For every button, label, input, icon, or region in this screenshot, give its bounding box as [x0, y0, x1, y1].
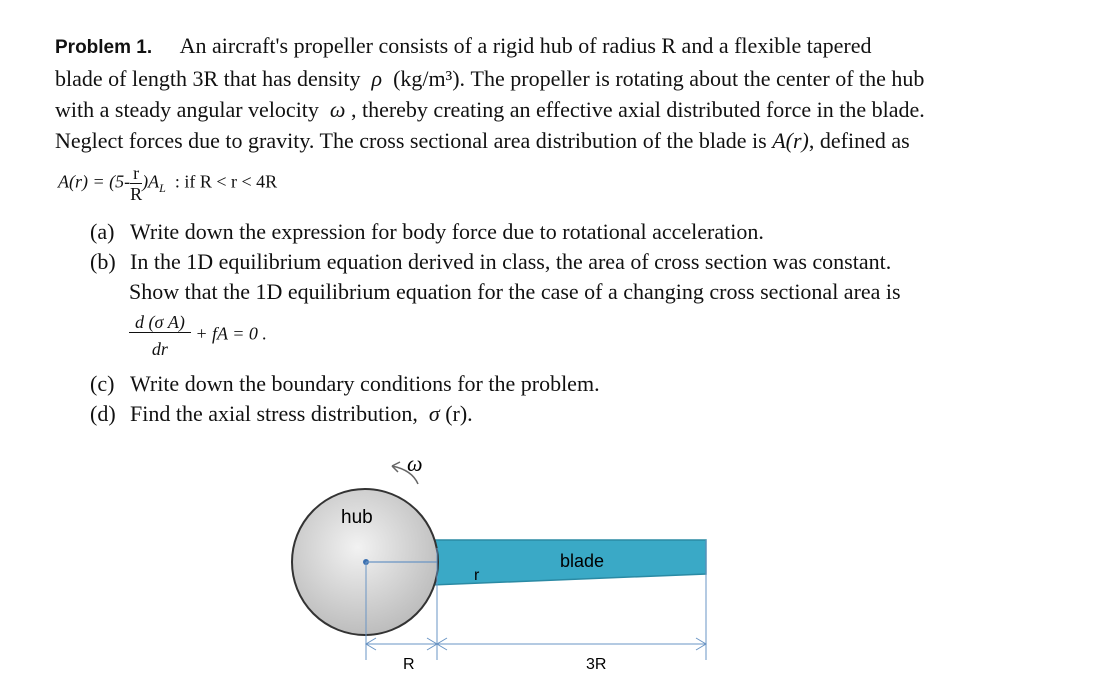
problem-line-4: Neglect forces due to gravity. The cross sectional area distribution of the blade is A(r), defined as	[55, 128, 910, 153]
problem-heading: Problem 1.	[55, 37, 153, 58]
part-b-line-2: Show that the 1D equilibrium equation for the case of a changing cross sectional area is	[129, 279, 901, 304]
area-equation: A(r) = (5- $\frac{r}{R}$ )$A_L$ : if R < r < 4R	[58, 163, 278, 204]
r-label: r	[474, 567, 480, 584]
part-d: (d) Find the axial stress distribution, σ (r).	[90, 401, 473, 426]
omega-label: ω	[407, 451, 423, 476]
part-c: (c) Write down the boundary conditions for the problem.	[90, 371, 600, 396]
r-over-R-fraction: $\frac{r}{R}$	[130, 163, 143, 204]
equilibrium-equation: $\frac{\text{d (σ A)}}{dr}$ + fA = 0 .	[129, 312, 267, 359]
rho-symbol: ρ	[371, 66, 383, 91]
blade-label: blade	[560, 551, 605, 571]
omega-symbol: ω	[329, 97, 346, 122]
hub-label: hub	[341, 507, 373, 528]
3R-dimension-label: 3R	[586, 656, 607, 673]
problem-line-2: blade of length 3R that has density ρ (kg/m³). The propeller is rotating about the center of the hub	[55, 66, 925, 91]
part-a: (a) Write down the expression for body force due to rotational acceleration.	[90, 219, 764, 244]
problem-line-3: with a steady angular velocity ω , thereby creating an effective axial distributed force in the blade.	[55, 97, 925, 122]
problem-line-1: Problem 1. An aircraft's propeller consists of a rigid hub of radius R and a flexible tapered	[55, 33, 872, 58]
part-b: (b) In the 1D equilibrium equation derived in class, the area of cross section was constant.	[90, 249, 892, 274]
R-dimension-label: R	[403, 656, 415, 673]
sigma-symbol: σ	[428, 401, 440, 426]
